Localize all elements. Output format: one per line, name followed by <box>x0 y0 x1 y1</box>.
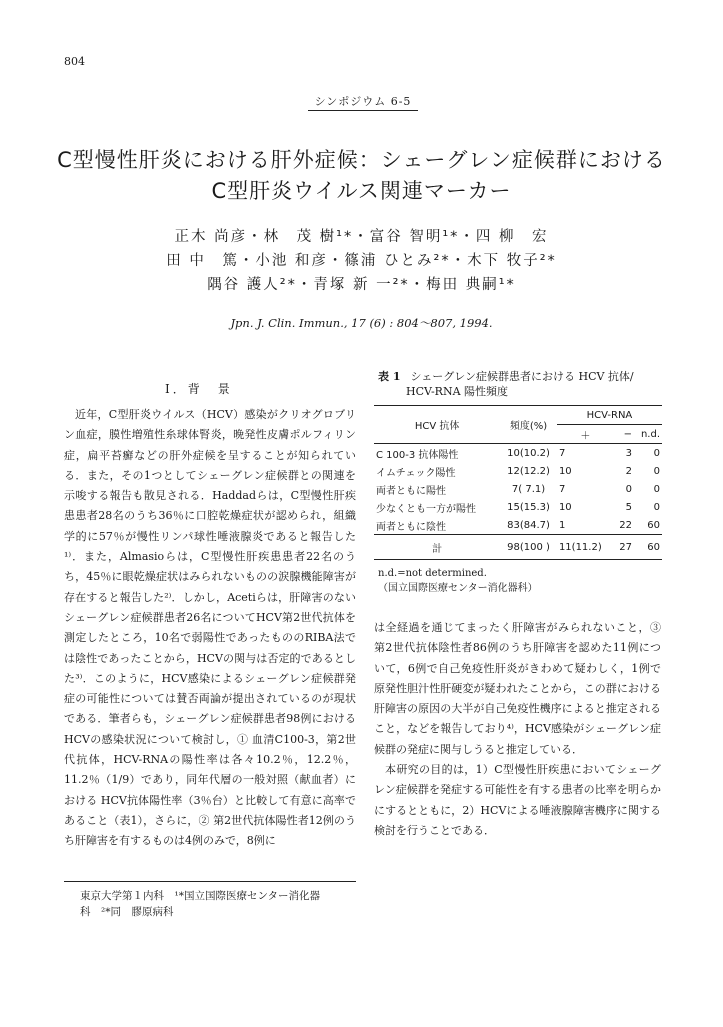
table-row <box>374 498 662 516</box>
footnote-line-1: 東京大学第１内科 ¹*国立国際医療センター消化器 <box>80 890 321 902</box>
table-note-line-1: n.d.=not determined. <box>378 568 487 579</box>
caption-text-1: シェーグレン症候群患者における HCV 抗体/ <box>410 370 634 383</box>
table-row <box>374 480 662 498</box>
row-freq: 12(12.2) <box>507 465 550 477</box>
authors-line-1: 正木 尚彦・林 茂 樹¹*・富谷 智明¹*・四 柳 宏 <box>174 229 549 245</box>
row-plus: 10 <box>558 501 572 513</box>
row-minus: 2 <box>625 465 632 477</box>
body-paragraph: は全経過を通じてまったく肝障害がみられないこと，③ 第2世代抗体陰性者86例のうち肝障害を認めた11例について，6例で自己免疫性肝炎がきわめて疑わしく，1例で原発性胆汁性肝硬変が疑われたことから，この群における肝障害の原因の大半が自己免疫性機序によると推定されること，などを報告しており⁴⁾，HCV感染がシェーグレン症候群の発症に関与しうると推定している． <box>374 621 661 756</box>
row-freq: 83(84.7) <box>507 519 550 531</box>
header-hcv-antibody: HCV 抗体 <box>374 406 500 444</box>
row-nd: 0 <box>653 501 660 513</box>
authors-line-3: 隅谷 護人²*・青塚 新 一²*・梅田 典嗣¹* <box>207 277 516 293</box>
row-freq: 15(15.3) <box>507 501 550 513</box>
row-nd: 0 <box>653 465 660 477</box>
row-label: イムチェック陽性 <box>376 467 456 479</box>
table-1-caption <box>378 369 668 399</box>
row-label: C 100-3 抗体陽性 <box>374 444 500 463</box>
table-total-row <box>374 535 662 560</box>
row-nd: 60 <box>647 519 660 531</box>
row-nd: 0 <box>634 444 662 463</box>
authors-line-2: 田 中 篤・小池 和彦・篠浦 ひとみ²*・木下 牧子²* <box>166 253 557 269</box>
title-line-1: C型慢性肝炎における肝外症候：シェーグレン症候群における <box>57 148 666 172</box>
row-minus: 5 <box>625 501 632 513</box>
row-plus: 7 <box>558 483 566 495</box>
page-number: 804 <box>64 55 85 68</box>
total-nd: 60 <box>634 535 662 560</box>
footnote-divider <box>64 881 356 882</box>
row-freq: 10(10.2) <box>500 444 557 463</box>
title-line-2: C型肝炎ウイルス関連マーカー <box>211 179 512 203</box>
table-row <box>374 516 662 535</box>
body-paragraph: 近年，C型肝炎ウイルス（HCV）感染がクリオグロブリン血症，膜性増殖性糸球体腎炎，晩発性皮膚ポルフィリン症，扁平苔癬などの肝外症候を呈することが知られている．また，その1つとしてシェーグレン症候群との関連を示唆する報告も散見される．Haddadらは，C型慢性肝疾患患者28名のうち36％に口腔乾燥症状が認められ，組織学的に57％が慢性リンパ球性唾液腺炎であると報告した¹⁾．また，Almasioらは，C型慢性肝疾患患者22名のうち，45％に眼乾燥症状はみられないものの涙腺機能障害が存在すると報告した²⁾．しかし，Acetiらは，肝障害のないシェーグレン症候群患者26名についてHCV第2世代抗体を測定したところ，10名で弱陽性であったもののRIBA法では陰性であったことから，HCVの関与は否定的であるとした³⁾．このように，HCV感染によるシェーグレン症候群発症の可能性については賛否両論が提出されているのが現状である．筆者らも，シェーグレン症候群患者98例におけるHCVの感染状況について検討し，① 血清C100-3，第2世代抗体，HCV-RNAの陽性率は各々10.2％，12.2％，11.2％（1/9）であり，同年代層の一般対照（献血者）における HCV抗体陽性率（3％台）と比較して有意に高率であること（表1），さらに，② 第2世代抗体陽性者12例のうち肝障害を有するものは4例のみで，8例に <box>64 408 356 848</box>
header-frequency: 頻度(%) <box>500 406 557 444</box>
left-column-body <box>64 405 356 852</box>
row-plus: 10 <box>558 465 572 477</box>
total-label: 計 <box>374 535 500 560</box>
row-label: 両者ともに陽性 <box>376 485 446 497</box>
row-plus: 7 <box>557 444 614 463</box>
row-minus: 0 <box>625 483 632 495</box>
row-plus: 1 <box>558 519 566 531</box>
table-row <box>374 444 662 463</box>
total-freq: 98(100 ) <box>500 535 557 560</box>
caption-text-2: HCV-RNA 陽性頻度 <box>406 385 509 398</box>
table-1 <box>374 405 662 560</box>
right-column-body <box>374 618 661 841</box>
header-nd: n.d. <box>640 428 660 440</box>
total-plus: 11(11.2) <box>557 535 614 560</box>
header-hcv-rna: HCV-RNA <box>557 406 662 425</box>
table-note-line-2: （国立国際医療センター消化器科） <box>378 583 538 594</box>
symposium-label: シンポジウム 6-5 <box>314 95 412 108</box>
affiliation-footnote <box>80 888 360 920</box>
journal-citation: Jpn. J. Clin. Immun., 17 (6) : 804〜807, 1994. <box>230 316 493 330</box>
symposium-underline <box>308 110 418 111</box>
footnote-line-2: 科 ²*同 膠原病科 <box>80 906 174 918</box>
row-minus: 3 <box>614 444 634 463</box>
row-label: 少なくとも一方が陽性 <box>376 503 476 515</box>
section-heading-background: I．背 景 <box>165 382 233 396</box>
table-number: 表 1 <box>378 370 401 383</box>
total-minus: 27 <box>614 535 634 560</box>
row-nd: 0 <box>653 483 660 495</box>
row-freq: 7( 7.1) <box>511 483 546 495</box>
table-1-note <box>378 566 538 596</box>
header-plus: ＋ <box>580 430 591 442</box>
table-row <box>374 462 662 480</box>
row-minus: 22 <box>619 519 632 531</box>
header-minus: − <box>623 428 632 440</box>
body-paragraph: 本研究の目的は，1）C型慢性肝疾患においてシェーグレン症候群を発症する可能性を有する患者の比率を明らかにするとともに，2）HCVによる唾液腺障害機序に関する検討を行うことである． <box>374 763 661 837</box>
row-label: 両者ともに陰性 <box>376 521 446 533</box>
